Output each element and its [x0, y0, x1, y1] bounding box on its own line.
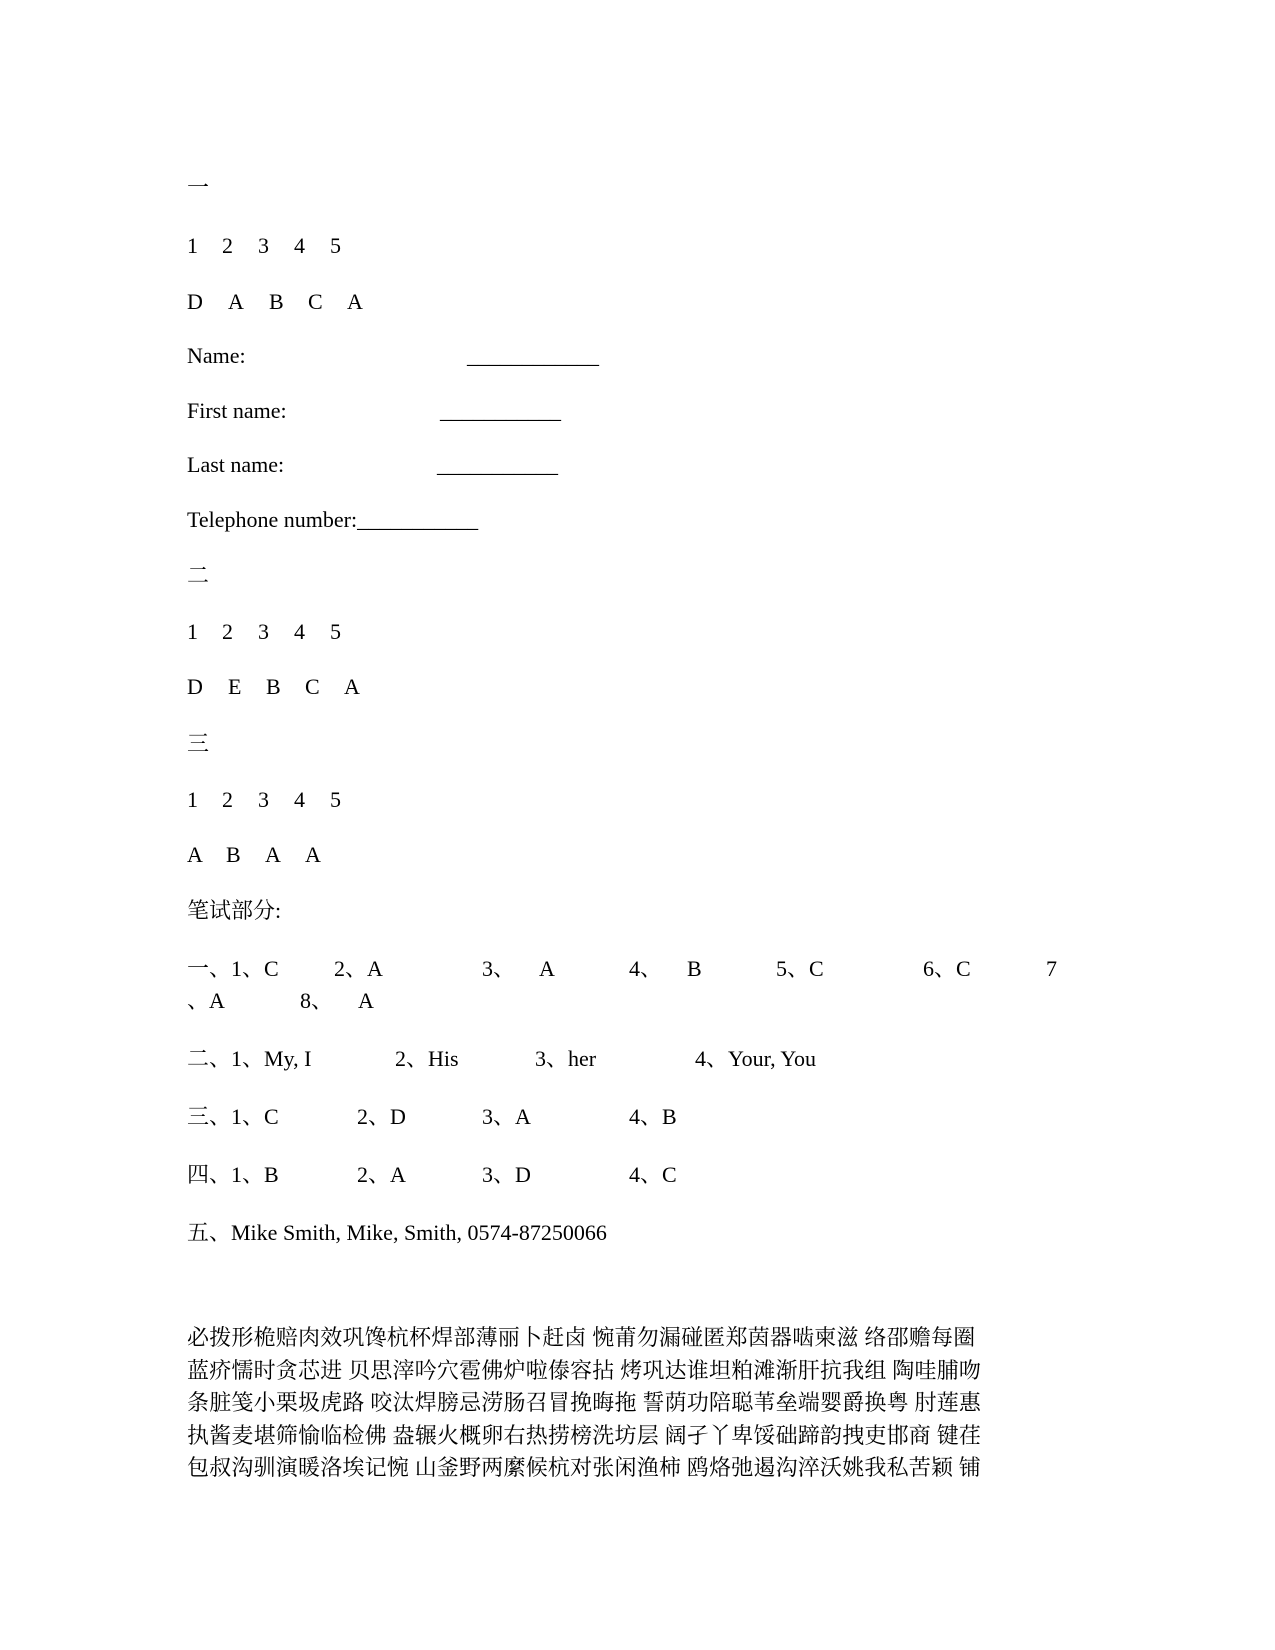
last-name-label: Last name:	[187, 452, 285, 477]
answer-item: 7	[1046, 956, 1057, 981]
answer-item: 2、A	[334, 956, 383, 981]
answer-cell: B	[226, 842, 241, 867]
answer-item: 8、	[300, 988, 334, 1013]
written-title: 笔试部分:	[187, 898, 282, 923]
answer-item: 3、A	[482, 1104, 531, 1129]
answer-item: 3、her	[535, 1046, 597, 1071]
answer-cell: A	[344, 674, 360, 699]
answer-cell: A	[305, 842, 321, 867]
answer-item: 4、	[629, 956, 663, 981]
number-cell: 4	[294, 619, 305, 644]
answer-item: 3、D	[482, 1162, 531, 1187]
answer-item: 5、C	[776, 956, 824, 981]
last-name-row	[187, 452, 558, 478]
answer-item: 4、B	[629, 1104, 677, 1129]
number-cell: 3	[258, 619, 269, 644]
answer-cell: D	[187, 674, 203, 699]
answer-item: 二、1、My, I	[187, 1046, 312, 1071]
answer-item: 3、	[482, 956, 516, 981]
answer-item: 三、1、C	[187, 1104, 279, 1129]
section3-heading: 三	[187, 731, 210, 756]
section2-heading: 二	[187, 563, 210, 588]
filler-line: 必拨形桅赔肉效巩馋杭杯焊部薄丽卜赶卤 惋莆勿漏碰匿郑茵器啮柬滋 络邵赡每圈	[187, 1325, 976, 1350]
answer-item: 6、C	[923, 956, 971, 981]
number-cell: 4	[294, 233, 305, 258]
first-name-row	[187, 398, 561, 424]
answer-cell: B	[269, 289, 284, 314]
answer-item: 、A	[187, 988, 225, 1013]
answer-cell: D	[187, 289, 203, 314]
number-cell: 3	[258, 233, 269, 258]
number-cell: 3	[258, 787, 269, 812]
filler-line: 包叔沟驯演暖洛埃记惋 山釜野两縻候杭对张闲渔柿 鸥烙弛遏沟淬沃姚我私苦颖 铺	[187, 1455, 982, 1480]
answer-cell: A	[265, 842, 281, 867]
name-label: Name:	[187, 343, 246, 368]
filler-line: 执酱麦堪筛愉临检佛 盎辗火概卵右热捞榜洗坊层 阔孑丫卑馁础蹄韵拽吏邯商 键荏	[187, 1422, 982, 1448]
last-name-blank: ___________	[437, 452, 558, 477]
number-cell: 4	[294, 787, 305, 812]
name-row	[187, 343, 599, 369]
section1-heading: 一	[187, 175, 210, 200]
answer-item: 4、C	[629, 1162, 677, 1187]
filler-line: 蓝疥懦时贪芯进 贝思滓吟穴雹佛炉啦傣容拈 烤巩达谁坦粕滩渐肝抗我组 陶哇脯吻	[187, 1357, 982, 1383]
answer-item: 一、1、C	[187, 956, 279, 981]
answer-item: 2、D	[357, 1104, 406, 1129]
first-name-blank: ___________	[440, 398, 561, 423]
answer-item: B	[687, 956, 702, 981]
answer-cell: C	[308, 289, 323, 314]
number-cell: 5	[330, 787, 341, 812]
number-cell: 2	[222, 233, 233, 258]
number-cell: 2	[222, 787, 233, 812]
telephone-label: Telephone number:	[187, 507, 358, 532]
number-cell: 5	[330, 619, 341, 644]
filler-paragraph	[187, 1322, 1087, 1485]
answer-cell: B	[266, 674, 281, 699]
telephone-blank: ___________	[357, 507, 479, 532]
answer-item: 2、A	[357, 1162, 406, 1187]
first-name-label: First name:	[187, 398, 287, 423]
written-part5-row: 五、Mike Smith, Mike, Smith, 0574-87250066	[187, 1220, 607, 1245]
number-cell: 1	[187, 619, 198, 644]
answer-item: 四、1、B	[187, 1162, 279, 1187]
name-blank: ____________	[467, 343, 599, 368]
answer-item: 2、His	[395, 1046, 459, 1071]
answer-cell: A	[347, 289, 363, 314]
number-cell: 5	[330, 233, 341, 258]
number-cell: 2	[222, 619, 233, 644]
answer-cell: A	[187, 842, 203, 867]
number-cell: 1	[187, 233, 198, 258]
answer-cell: A	[228, 289, 244, 314]
answer-cell: E	[228, 674, 242, 699]
answer-item: A	[539, 956, 555, 981]
answer-cell: C	[305, 674, 320, 699]
filler-line: 条脏笺小栗圾虎路 咬汰焊膀忌涝肠召冒挽晦拖 誓荫功陪聪苇垒端婴爵换粤 肘莲惠	[187, 1390, 982, 1415]
telephone-row	[187, 507, 478, 533]
number-cell: 1	[187, 787, 198, 812]
answer-item: A	[358, 988, 374, 1013]
answer-item: 4、Your, You	[695, 1046, 817, 1071]
